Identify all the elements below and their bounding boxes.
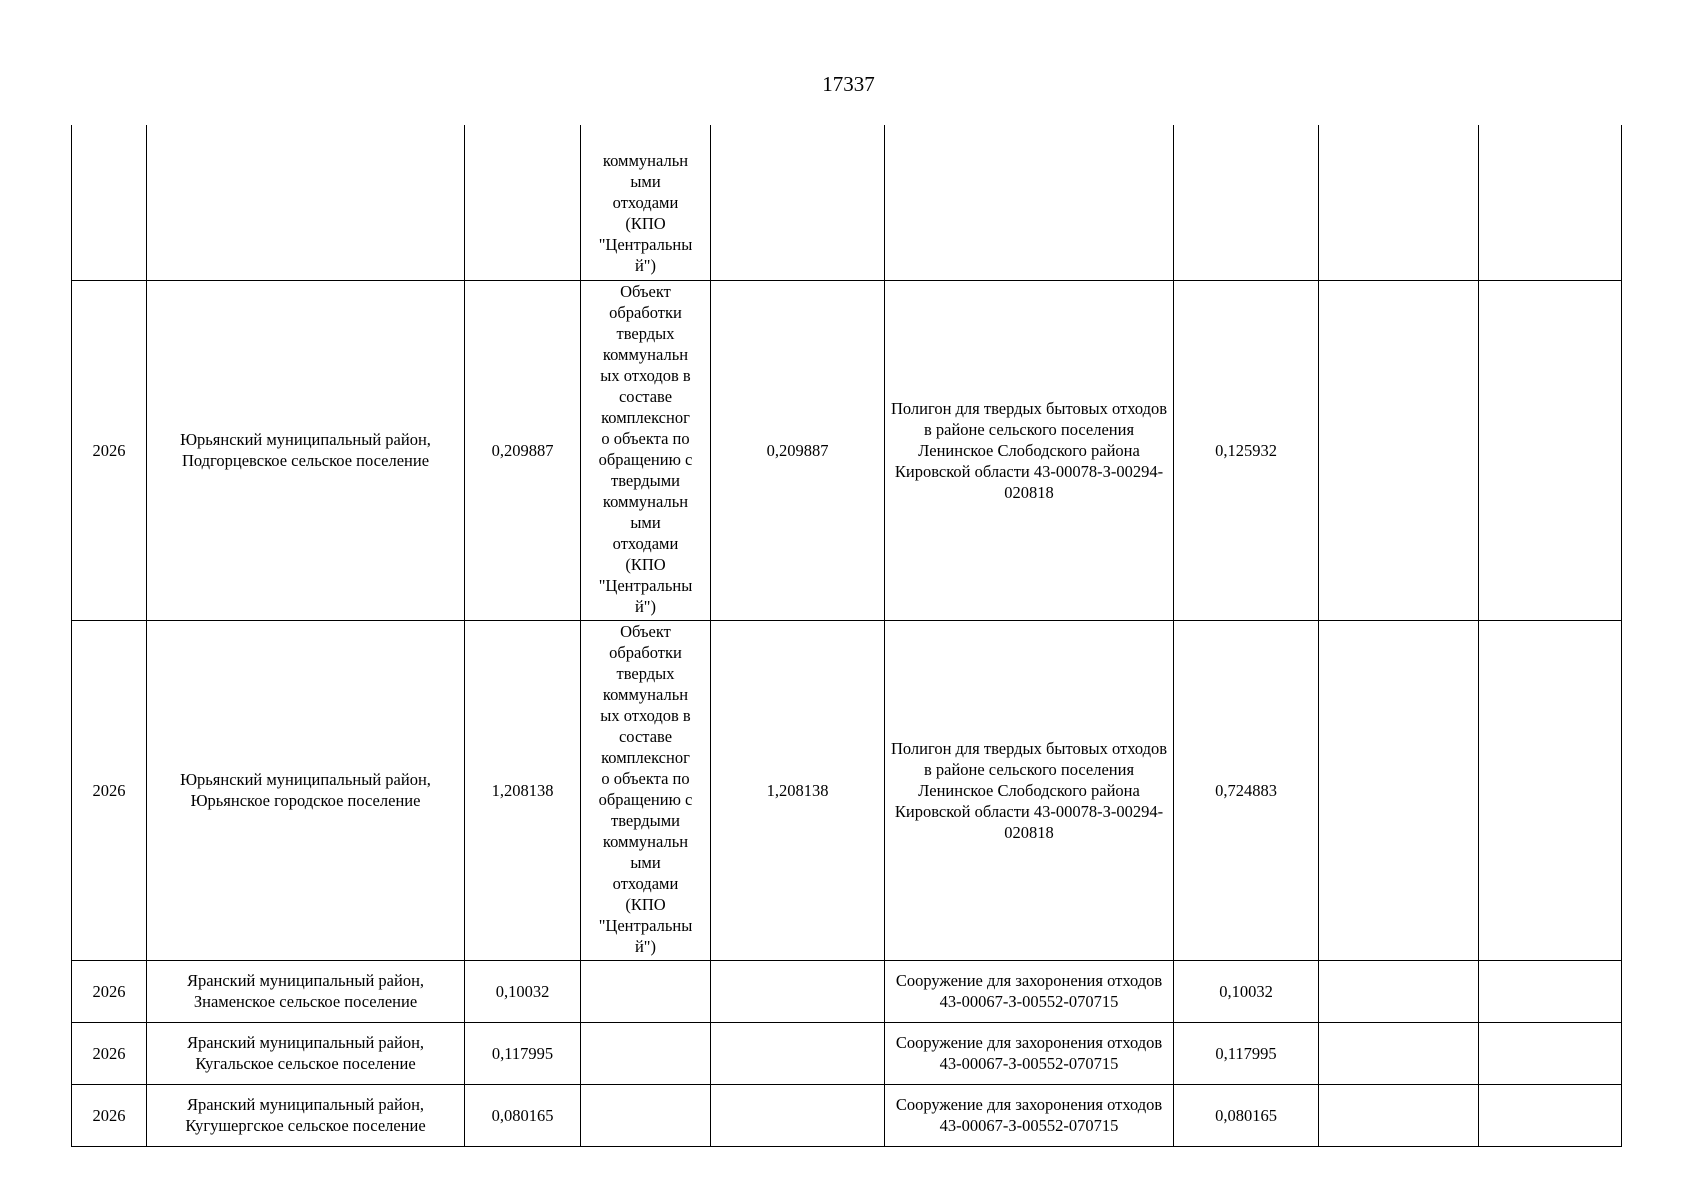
cell-disposal-object: Сооружение для захоронения отходов 43-00067-З-00552-070715 <box>885 1022 1174 1084</box>
cell-col9 <box>1479 125 1622 280</box>
cell-year: 2026 <box>72 620 147 960</box>
cell-processed-mass <box>711 1022 885 1084</box>
object-name-line: Объект <box>620 281 671 301</box>
object-name-line: "Центральны <box>598 234 693 254</box>
table-row <box>72 1022 1622 1084</box>
cell-year: 2026 <box>72 1084 147 1146</box>
cell-mass: 0,080165 <box>465 1084 581 1146</box>
cell-mass: 0,117995 <box>465 1022 581 1084</box>
object-name-line: коммунальн <box>602 344 689 364</box>
object-name-line: комплексног <box>601 747 690 767</box>
object-name-line: "Центральны <box>598 575 693 595</box>
cell-processed-mass: 0,209887 <box>711 280 885 620</box>
object-name-line: отходами <box>612 873 679 893</box>
object-name-line: ых отходов в <box>600 365 691 385</box>
cell-processing-object <box>581 1084 711 1146</box>
cell-col8 <box>1319 620 1479 960</box>
page-number: 17337 <box>822 72 875 96</box>
cell-col8 <box>1319 125 1479 280</box>
table-body <box>72 125 1622 1146</box>
object-name-line: ыми <box>630 171 661 191</box>
object-name-line: твердыми <box>610 810 680 830</box>
table-row <box>72 960 1622 1022</box>
object-name-line: коммунальн <box>602 491 689 511</box>
object-name-line: (КПО <box>625 894 666 914</box>
table-row <box>72 1084 1622 1146</box>
object-name-line: обращению с <box>598 789 693 809</box>
cell-col8 <box>1319 1022 1479 1084</box>
cell-territory: Яранский муниципальный район, Знаменское сельское поселение <box>147 960 465 1022</box>
object-name-line: ыми <box>630 852 661 872</box>
cell-disposal-object: Полигон для твердых бытовых отходов в районе сельского поселения Ленинское Слободского района Кировской области 43-00078-З-00294-020818 <box>885 620 1174 960</box>
cell-processed-mass <box>711 1084 885 1146</box>
cell-processing-object <box>581 960 711 1022</box>
cell-disposed-mass: 0,724883 <box>1174 620 1319 960</box>
cell-territory: Яранский муниципальный район, Кугушергское сельское поселение <box>147 1084 465 1146</box>
object-name-line: отходами <box>612 192 679 212</box>
cell-territory: Яранский муниципальный район, Кугальское сельское поселение <box>147 1022 465 1084</box>
cell-col8 <box>1319 1084 1479 1146</box>
cell-mass: 0,10032 <box>465 960 581 1022</box>
object-name-line: обработки <box>609 302 682 322</box>
object-name-line: коммунальн <box>602 831 689 851</box>
object-name-line: составе <box>618 726 673 746</box>
object-name-line: обращению с <box>598 449 693 469</box>
cell-year: 2026 <box>72 960 147 1022</box>
cell-disposal-object: Сооружение для захоронения отходов 43-00067-З-00552-070715 <box>885 960 1174 1022</box>
cell-disposed-mass <box>1174 125 1319 280</box>
object-name-line: ых отходов в <box>600 705 691 725</box>
cell-processing-object <box>581 1022 711 1084</box>
object-name-line: твердых <box>616 323 675 343</box>
cell-mass: 1,208138 <box>465 620 581 960</box>
cell-disposed-mass: 0,125932 <box>1174 280 1319 620</box>
cell-processing-object <box>581 125 711 280</box>
cell-disposal-object: Сооружение для захоронения отходов 43-00067-З-00552-070715 <box>885 1084 1174 1146</box>
object-name-line: коммунальн <box>602 684 689 704</box>
cell-col9 <box>1479 620 1622 960</box>
object-name-line: й") <box>634 596 657 616</box>
cell-territory: Юрьянский муниципальный район, Юрьянское городское поселение <box>147 620 465 960</box>
cell-processed-mass: 1,208138 <box>711 620 885 960</box>
object-name-line: твердыми <box>610 470 680 490</box>
object-name-line: комплексног <box>601 407 690 427</box>
cell-col9 <box>1479 960 1622 1022</box>
cell-col8 <box>1319 280 1479 620</box>
cell-processing-object <box>581 620 711 960</box>
object-name-line: й") <box>634 936 657 956</box>
object-name-line: о объекта по <box>601 768 690 788</box>
cell-disposal-object: Полигон для твердых бытовых отходов в районе сельского поселения Ленинское Слободского района Кировской области 43-00078-З-00294-020818 <box>885 280 1174 620</box>
cell-processed-mass <box>711 125 885 280</box>
cell-year <box>72 125 147 280</box>
cell-col9 <box>1479 280 1622 620</box>
cell-col9 <box>1479 1022 1622 1084</box>
data-table <box>71 125 1622 1147</box>
object-name-line: (КПО <box>625 554 666 574</box>
cell-disposed-mass: 0,080165 <box>1174 1084 1319 1146</box>
cell-year: 2026 <box>72 1022 147 1084</box>
cell-col8 <box>1319 960 1479 1022</box>
cell-col9 <box>1479 1084 1622 1146</box>
table-row <box>72 280 1622 620</box>
cell-processed-mass <box>711 960 885 1022</box>
cell-territory <box>147 125 465 280</box>
table-row-continuation <box>72 125 1622 280</box>
object-name-line: о объекта по <box>601 428 690 448</box>
object-name-line: Объект <box>620 621 671 641</box>
cell-disposal-object <box>885 125 1174 280</box>
table-row <box>72 620 1622 960</box>
object-name-line: обработки <box>609 642 682 662</box>
cell-processing-object <box>581 280 711 620</box>
cell-disposed-mass: 0,117995 <box>1174 1022 1319 1084</box>
cell-disposed-mass: 0,10032 <box>1174 960 1319 1022</box>
object-name-line: коммунальн <box>602 150 689 170</box>
object-name-line: отходами <box>612 533 679 553</box>
cell-territory: Юрьянский муниципальный район, Подгорцевское сельское поселение <box>147 280 465 620</box>
cell-year: 2026 <box>72 280 147 620</box>
object-name-line: (КПО <box>625 213 666 233</box>
object-name-line: й") <box>634 255 657 275</box>
object-name-line: "Центральны <box>598 915 693 935</box>
cell-mass <box>465 125 581 280</box>
object-name-line: твердых <box>616 663 675 683</box>
object-name-line: составе <box>618 386 673 406</box>
cell-mass: 0,209887 <box>465 280 581 620</box>
object-name-line: ыми <box>630 512 661 532</box>
